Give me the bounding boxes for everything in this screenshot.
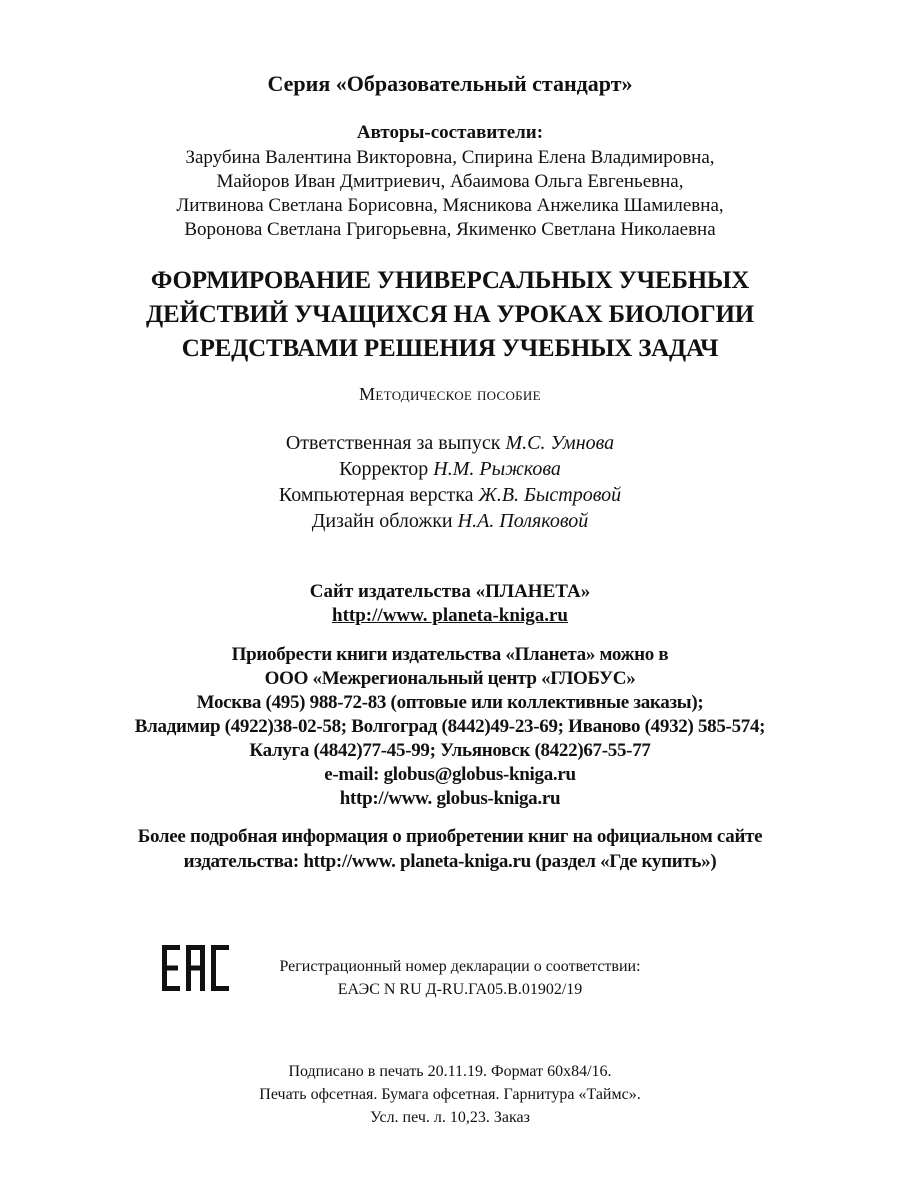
- credit-role: Корректор: [339, 458, 429, 480]
- purchase-line: Калуга (4842)77-45-99; Ульяновск (8422)67-55-77: [249, 740, 651, 761]
- purchase-line: Приобрести книги издательства «Планета» можно в: [231, 644, 669, 665]
- purchase-line: Москва (495) 988-72-83 (оптовые или коллективные заказы);: [196, 692, 704, 713]
- authors-heading: [0, 122, 900, 144]
- purchase-info: [0, 643, 900, 811]
- more-info-line: Более подробная информация о приобретении книг на официальном сайте: [137, 826, 763, 847]
- more-info-line: издательства: http://www. planeta-kniga.ru (раздел «Где купить»): [183, 851, 717, 872]
- author-line: Майоров Иван Дмитриевич, Абаимова Ольга Евгеньевна,: [216, 171, 684, 192]
- email-line: e-mail: globus@globus-kniga.ru: [324, 764, 576, 785]
- registration-label: Регистрационный номер декларации о соответствии:: [279, 958, 641, 975]
- author-line: Воронова Светлана Григорьевна, Якименко Светлана Николаевна: [184, 219, 716, 240]
- registration-info: [240, 955, 680, 1001]
- publisher-site: [0, 580, 900, 628]
- credit-name: Н.М. Рыжкова: [433, 458, 561, 480]
- imprint-line: Печать офсетная. Бумага офсетная. Гарнитура «Таймс».: [259, 1086, 641, 1103]
- title-line: СРЕДСТВАМИ РЕШЕНИЯ УЧЕБНЫХ ЗАДАЧ: [181, 335, 719, 362]
- book-title: [0, 264, 900, 366]
- credit-role: Ответственная за выпуск: [285, 432, 501, 454]
- url-line: http://www. globus-kniga.ru: [339, 788, 561, 809]
- imprint-line: Усл. печ. л. 10,23. Заказ: [370, 1109, 530, 1126]
- more-info: [0, 824, 900, 874]
- credit-line: [0, 456, 900, 482]
- credit-line: [0, 430, 900, 456]
- site-link[interactable]: http://www. planeta-kniga.ru: [332, 605, 568, 626]
- credit-name: Ж.В. Быстровой: [478, 484, 622, 506]
- title-line: ДЕЙСТВИЙ УЧАЩИХСЯ НА УРОКАХ БИОЛОГИИ: [146, 301, 754, 328]
- imprint-line: Подписано в печать 20.11.19. Формат 60х84/16.: [288, 1063, 612, 1080]
- registration-number: ЕАЭС N RU Д-RU.ГА05.В.01902/19: [337, 981, 583, 998]
- credit-name: Н.А. Поляковой: [457, 510, 589, 532]
- authors-heading-text: Авторы-составители:: [356, 122, 544, 143]
- credit-line: [0, 508, 900, 534]
- credit-role: Дизайн обложки: [311, 510, 453, 532]
- series-text: Серия «Образовательный стандарт»: [267, 71, 633, 96]
- subtitle-text: Методическое пособие: [359, 384, 541, 404]
- author-line: Зарубина Валентина Викторовна, Спирина Елена Владимировна,: [185, 147, 715, 168]
- author-line: Литвинова Светлана Борисовна, Мясникова Анжелика Шамилевна,: [176, 195, 724, 216]
- imprint: [0, 1060, 900, 1129]
- book-subtitle: [0, 384, 900, 405]
- series-title: [0, 71, 900, 97]
- eac-logo-icon: [162, 945, 230, 991]
- purchase-line: Владимир (4922)38-02-58; Волгоград (8442)49-23-69; Иваново (4932) 585-574;: [134, 716, 766, 737]
- credit-line: [0, 482, 900, 508]
- purchase-line: ООО «Межрегиональный центр «ГЛОБУС»: [264, 668, 636, 689]
- credit-name: М.С. Умнова: [505, 432, 615, 454]
- authors-list: [0, 146, 900, 242]
- site-label: Сайт издательства «ПЛАНЕТА»: [309, 581, 591, 602]
- title-line: ФОРМИРОВАНИЕ УНИВЕРСАЛЬНЫХ УЧЕБНЫХ: [150, 267, 750, 294]
- credits: [0, 430, 900, 534]
- credit-role: Компьютерная верстка: [278, 484, 474, 506]
